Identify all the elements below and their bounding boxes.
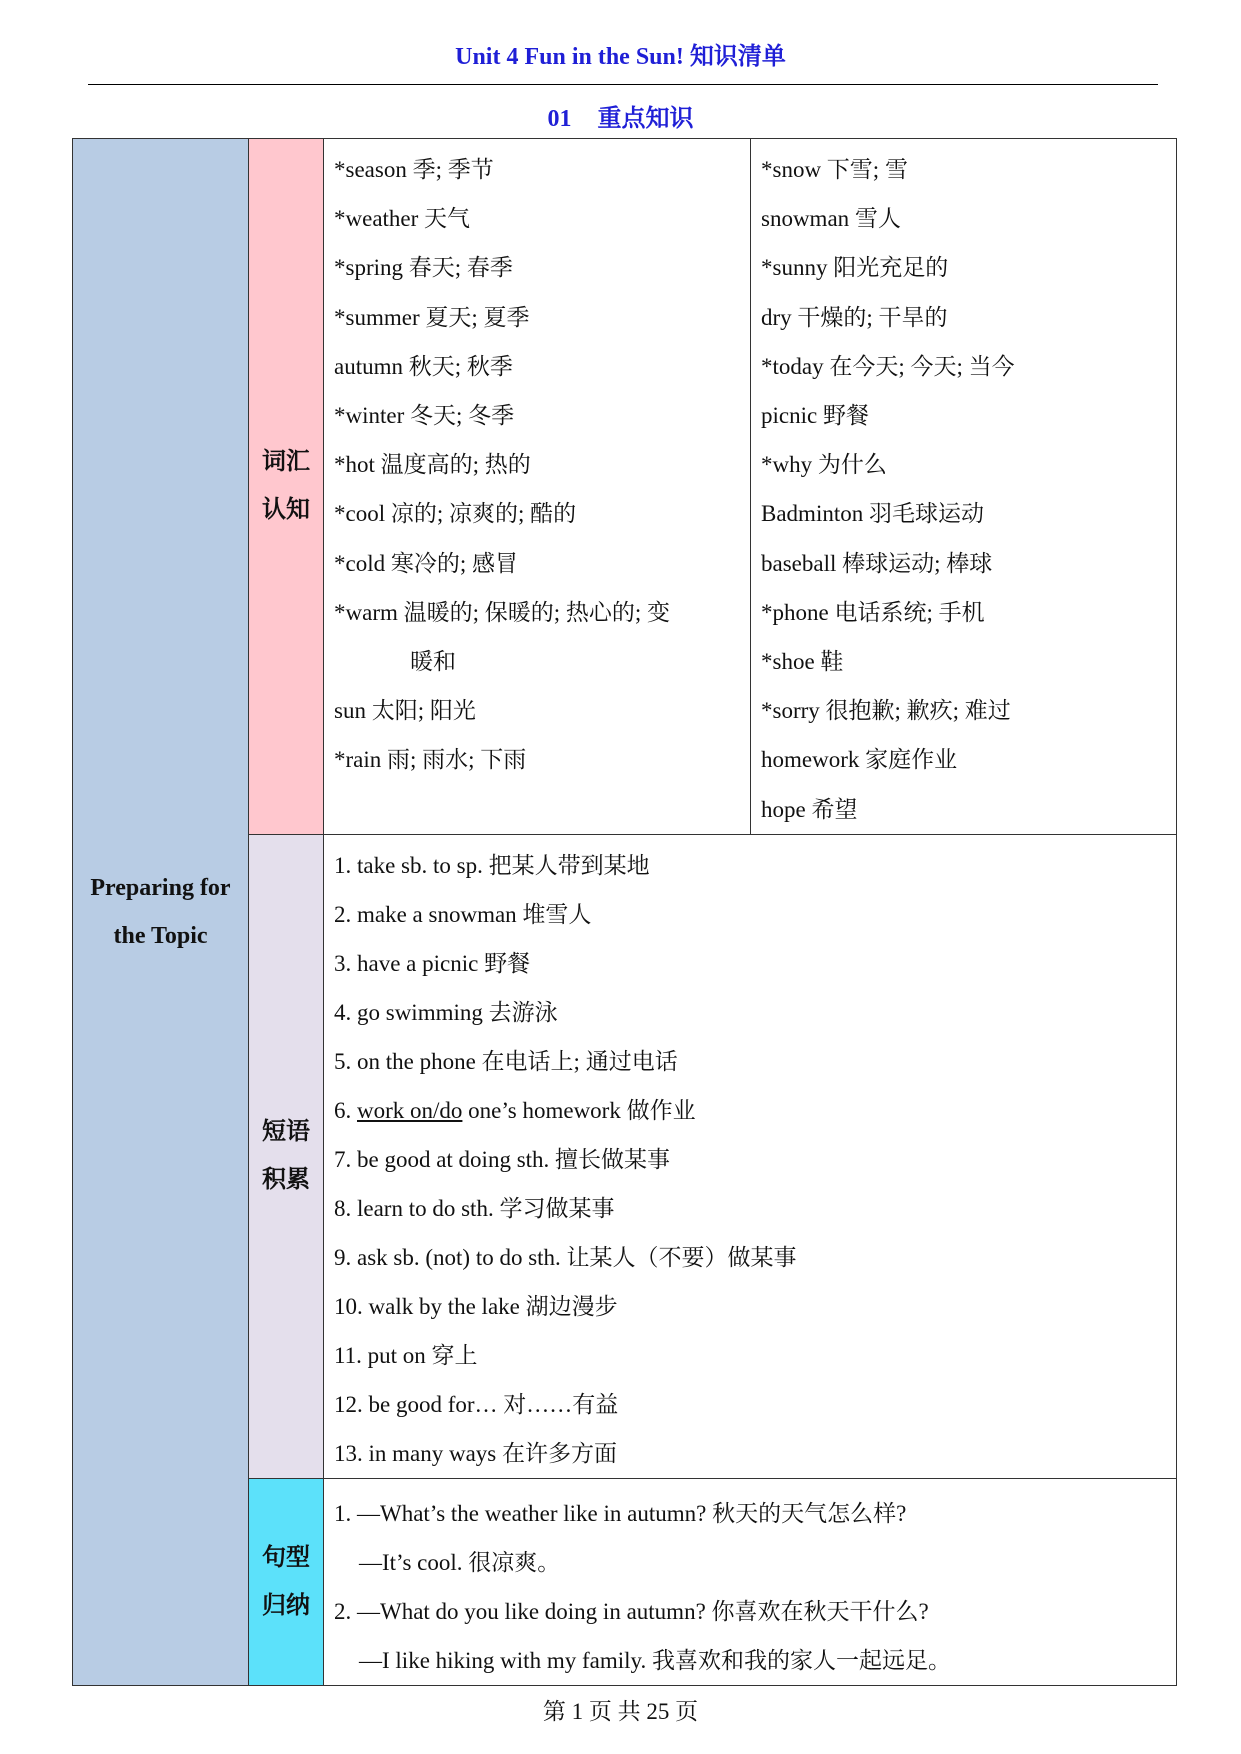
- phrases-cell: [324, 834, 1177, 1478]
- vocabulary-label-cell: [249, 139, 324, 835]
- sentence-item: [334, 1489, 1166, 1587]
- knowledge-table: [72, 138, 1177, 1686]
- phrase-item: 10. walk by the lake 湖边漫步: [334, 1293, 618, 1319]
- phrase-item: 5. on the phone 在电话上; 通过电话: [334, 1048, 678, 1074]
- header-divider: [88, 84, 1158, 85]
- section-number: 01: [547, 106, 572, 132]
- vocabulary-right-list: [751, 139, 1176, 834]
- vocab-item: *shoe 鞋: [761, 649, 844, 675]
- vocab-item: picnic 野餐: [761, 403, 869, 429]
- vocab-item: *cold 寒冷的; 感冒: [334, 550, 518, 576]
- sentences-list: [324, 1479, 1176, 1685]
- phrase-item: 13. in many ways 在许多方面: [334, 1440, 618, 1466]
- phrases-label-line-1: 短语: [262, 1119, 310, 1146]
- phrase-item: 12. be good for… 对……有益: [334, 1391, 619, 1417]
- phrase-item: 7. be good at doing sth. 擅长做某事: [334, 1146, 671, 1172]
- phrase-item: 11. put on 穿上: [334, 1342, 478, 1368]
- phrase-item: 4. go swimming 去游泳: [334, 999, 558, 1025]
- vocab-continuation-text: 暖和: [410, 649, 456, 675]
- vocab-item: *winter 冬天; 冬季: [334, 403, 515, 429]
- topic-line-2: the Topic: [113, 922, 208, 949]
- vocab-item: *sunny 阳光充足的: [761, 255, 949, 281]
- sentences-cell: [324, 1478, 1177, 1685]
- vocab-item: snowman 雪人: [761, 206, 901, 232]
- section-title: 重点知识: [597, 106, 694, 132]
- vocab-item: *spring 春天; 春季: [334, 255, 513, 281]
- sentence-answer: —It’s cool. 很凉爽。: [359, 1549, 561, 1575]
- vocab-item: *summer 夏天; 夏季: [334, 304, 530, 330]
- vocab-item: hope 希望: [761, 796, 858, 822]
- vocab-item: *phone 电话系统; 手机: [761, 599, 985, 625]
- vocab-item: *snow 下雪; 雪: [761, 157, 908, 182]
- page-header-title: Unit 4 Fun in the Sun! 知识清单: [455, 44, 786, 70]
- vocab-item: baseball 棒球运动; 棒球: [761, 550, 993, 576]
- vocab-item: *season 季; 季节: [334, 157, 494, 182]
- vocab-item: *weather 天气: [334, 206, 471, 232]
- sentence-item: [334, 1587, 1166, 1685]
- topic-cell: [73, 139, 249, 1686]
- topic-line-1: Preparing for: [90, 874, 231, 901]
- phrase-item: 3. have a picnic 野餐: [334, 950, 531, 976]
- sentences-label-line-2: 归纳: [262, 1592, 310, 1619]
- vocab-item: dry 干燥的; 干旱的: [761, 304, 948, 330]
- vocab-item: sun 太阳; 阳光: [334, 698, 476, 724]
- vocab-item: autumn 秋天; 秋季: [334, 353, 513, 379]
- phrase-item: 2. make a snowman 堆雪人: [334, 901, 592, 927]
- section-heading: [0, 98, 1241, 133]
- sentences-label-line-1: 句型: [262, 1544, 310, 1571]
- vocab-item: homework 家庭作业: [761, 747, 958, 773]
- sentence-question: 2. —What do you like doing in autumn? 你喜欢在秋天干什么?: [334, 1598, 929, 1624]
- vocab-item: *sorry 很抱歉; 歉疚; 难过: [761, 698, 1011, 724]
- sentences-label-cell: [249, 1478, 324, 1685]
- vocab-item: *rain 雨; 雨水; 下雨: [334, 747, 527, 773]
- vocab-item: *hot 温度高的; 热的: [334, 452, 531, 478]
- sentence-question: 1. —What’s the weather like in autumn? 秋天的天气怎么样?: [334, 1500, 907, 1526]
- vocabulary-left-cell: [324, 139, 751, 835]
- phrase-item: [334, 1086, 1166, 1135]
- phrase-item: 1. take sb. to sp. 把某人带到某地: [334, 852, 650, 878]
- vocabulary-right-cell: [751, 139, 1177, 835]
- phrase-item: 9. ask sb. (not) to do sth. 让某人（不要）做某事: [334, 1244, 797, 1270]
- phrase-number: 6.: [334, 1097, 357, 1123]
- phrase-rest-text: one’s homework 做作业: [462, 1097, 696, 1123]
- vocab-item: *cool 凉的; 凉爽的; 酷的: [334, 501, 577, 527]
- vocab-item-continuation: [334, 637, 740, 686]
- phrases-label-cell: [249, 834, 324, 1478]
- vocab-item: *today 在今天; 今天; 当今: [761, 353, 1015, 379]
- vocabulary-label-line-2: 认知: [262, 497, 310, 524]
- page-footer: 第 1 页 共 25 页: [542, 1699, 699, 1724]
- vocabulary-label-line-1: 词汇: [262, 449, 310, 476]
- vocabulary-left-list: [324, 139, 750, 785]
- phrase-underlined-text: work on/do: [357, 1097, 463, 1123]
- phrases-list: [324, 835, 1176, 1478]
- vocab-item: *why 为什么: [761, 452, 887, 478]
- sentence-answer: —I like hiking with my family. 我喜欢和我的家人一起远足。: [359, 1647, 952, 1673]
- phrase-item: 8. learn to do sth. 学习做某事: [334, 1195, 615, 1221]
- vocab-item: Badminton 羽毛球运动: [761, 501, 984, 527]
- vocab-item: *warm 温暖的; 保暖的; 热心的; 变: [334, 599, 671, 625]
- phrases-label-line-2: 积累: [262, 1167, 310, 1194]
